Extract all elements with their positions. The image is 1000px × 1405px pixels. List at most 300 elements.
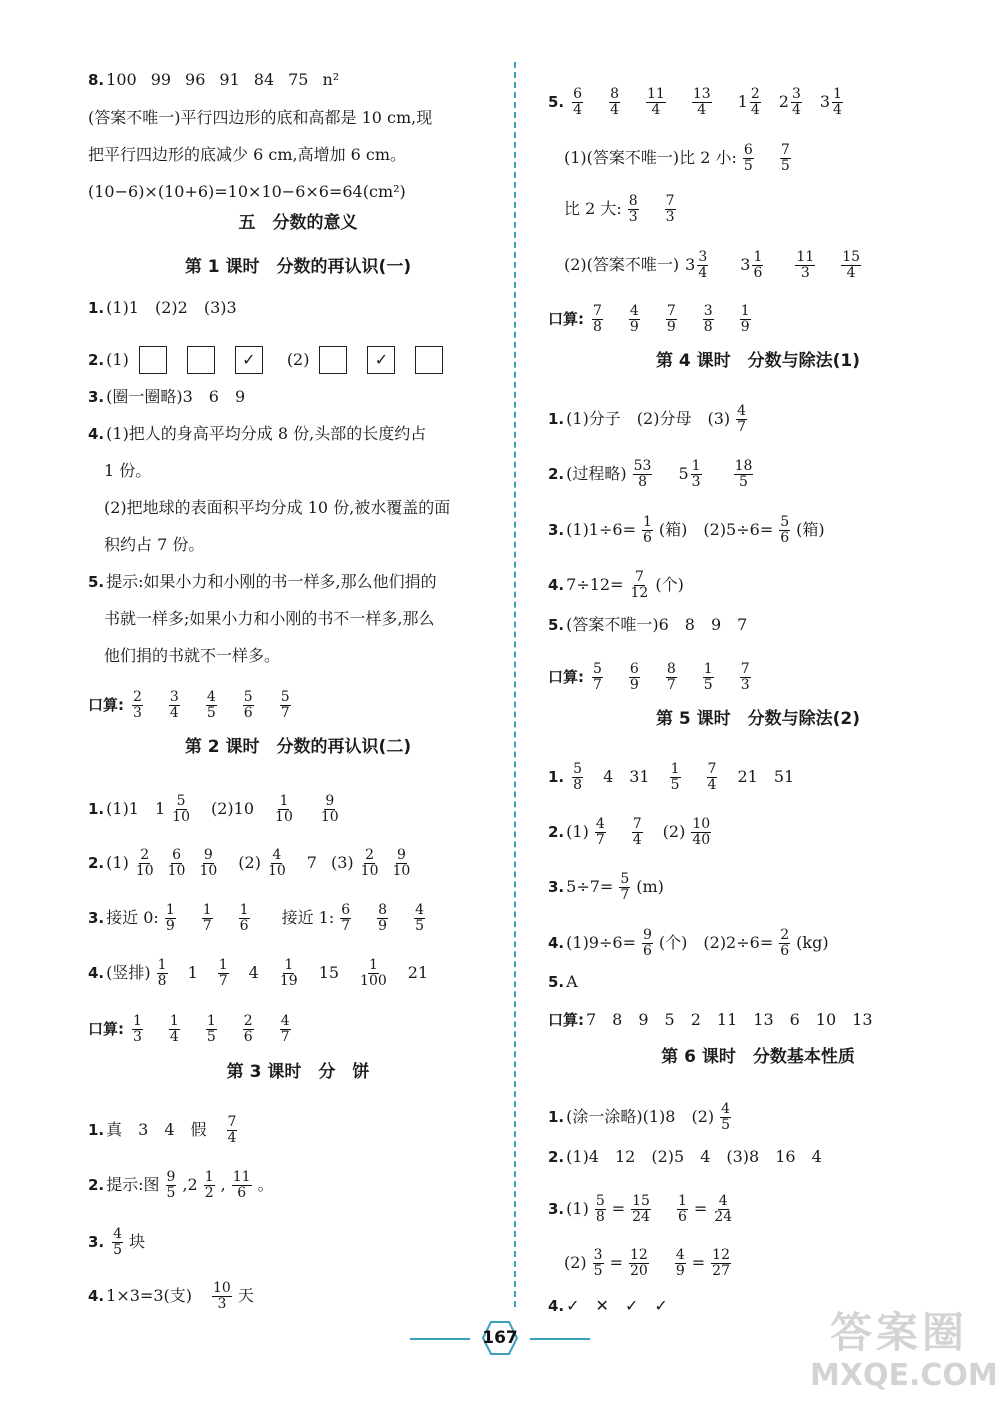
numerator: 7 <box>634 569 644 585</box>
numerator: 4 <box>272 847 282 863</box>
fraction <box>592 304 603 334</box>
numerator: 1 <box>218 957 228 973</box>
numerator: 7 <box>227 1114 237 1130</box>
question-number: 4. <box>548 575 565 594</box>
fraction <box>227 1115 238 1145</box>
denominator: 8 <box>593 318 602 335</box>
text: (1)1 1 <box>106 799 166 819</box>
fraction <box>734 459 754 489</box>
question-number: 3. <box>548 877 565 896</box>
numerator: 5 <box>280 689 290 705</box>
text: 积约占 7 份。 <box>104 535 205 554</box>
denominator: 4 <box>697 101 707 118</box>
question-number: 2. <box>548 822 565 841</box>
watermark <box>810 1300 998 1400</box>
fraction <box>206 690 217 720</box>
answer-line <box>88 1170 274 1200</box>
denominator: 6 <box>239 917 249 934</box>
denominator: 10 <box>275 808 293 825</box>
denominator: 10 <box>172 808 190 825</box>
answer-line <box>88 1227 145 1257</box>
numerator: 10 <box>212 1280 231 1296</box>
denominator: 7 <box>666 676 676 693</box>
text: 5÷7= <box>566 877 614 897</box>
question-number: 3. <box>88 1232 105 1251</box>
question-number: 1. <box>88 1120 105 1139</box>
fraction <box>632 817 643 847</box>
numerator: 2 <box>365 847 375 863</box>
fraction <box>791 87 802 117</box>
fraction <box>132 690 143 720</box>
numerator: 8 <box>628 193 638 209</box>
numerator: 1 <box>133 1013 142 1029</box>
fraction <box>629 662 640 692</box>
numerator: 5 <box>243 689 253 705</box>
fraction <box>166 1170 177 1200</box>
lesson-title: 第 2 课时 分数的再认识(二) <box>184 737 412 757</box>
question-number: 4. <box>548 1296 565 1315</box>
text: A <box>566 972 578 991</box>
fraction <box>169 690 180 720</box>
q8-sequence <box>88 72 353 88</box>
fraction <box>711 1248 731 1278</box>
denominator: 9 <box>675 1262 685 1279</box>
fraction <box>165 903 176 933</box>
text: 21 51 <box>737 767 795 787</box>
page-number: 167 <box>482 1328 518 1348</box>
numerator: 3 <box>593 1247 603 1263</box>
text: 7 <box>306 853 317 873</box>
denominator: 10 <box>360 862 379 879</box>
question-number: 5. <box>548 615 565 634</box>
fraction <box>630 570 650 600</box>
answer-box <box>235 346 263 374</box>
denominator: 3 <box>628 208 638 225</box>
fraction <box>212 1281 232 1311</box>
answer-line <box>88 110 432 126</box>
fraction <box>832 87 843 117</box>
numerator: 15 <box>842 249 861 265</box>
lesson-title: 第 4 课时 分数与除法(1) <box>655 351 861 371</box>
fraction <box>391 848 411 878</box>
kousuan-line <box>548 662 771 692</box>
numerator: 15 <box>632 1193 650 1209</box>
denominator: 9 <box>740 318 750 335</box>
text: (1) <box>566 822 589 842</box>
fraction <box>595 1194 606 1224</box>
mixed-number <box>740 250 769 280</box>
denominator: 3 <box>217 1295 227 1312</box>
fraction <box>666 662 677 692</box>
numerator: 6 <box>172 847 182 863</box>
value: 96 <box>185 70 206 89</box>
text: (过程略) <box>566 464 627 484</box>
kousuan-label: 口算: <box>548 309 584 328</box>
mixed-number <box>779 87 808 117</box>
footer-line-left <box>410 1338 470 1340</box>
answer-line <box>88 848 417 878</box>
text: 真 3 4 假 <box>106 1120 207 1140</box>
fraction <box>167 848 187 878</box>
question-number: 3. <box>548 1199 565 1218</box>
denominator: 5 <box>206 704 216 721</box>
answer-line <box>88 300 237 316</box>
numerator: 9 <box>166 1169 176 1185</box>
answer-line <box>548 817 717 847</box>
question-number: 4. <box>88 963 105 982</box>
watermark-line1: 答案圈 <box>830 1308 969 1357</box>
page-number-badge <box>482 1320 518 1356</box>
numerator: 1 <box>169 1013 179 1029</box>
numerator: 1 <box>165 902 175 918</box>
numerator: 7 <box>666 303 676 319</box>
text: (1)9÷6= <box>566 933 636 953</box>
text: 书就一样多;如果小力和小刚的书不一样多,那么 <box>104 609 435 628</box>
numerator: 4 <box>206 689 216 705</box>
fraction <box>642 928 653 958</box>
denominator: 5 <box>743 157 753 174</box>
text: (2) <box>662 822 686 842</box>
text: 把平行四边形的底减少 6 cm,高增加 6 cm。 <box>88 145 407 164</box>
numerator: 7 <box>780 142 790 158</box>
kousuan-label: 口算: <box>548 667 584 686</box>
fraction <box>320 794 340 824</box>
numerator: 13 <box>692 86 711 102</box>
numerator: 1 <box>703 661 713 677</box>
numerator: 6 <box>573 86 583 102</box>
fraction <box>752 250 763 280</box>
text: (答案不唯一)6 8 9 7 <box>566 615 748 634</box>
fraction <box>274 794 294 824</box>
text: (1)(答案不唯一)比 2 小: <box>564 148 737 168</box>
numerator: 3 <box>169 689 179 705</box>
question-number: 2. <box>88 1175 105 1194</box>
denominator: 5 <box>166 1184 176 1201</box>
denominator: 7 <box>280 704 290 721</box>
answer-box <box>415 346 443 374</box>
numerator: 2 <box>750 86 760 102</box>
text: 1×3=3(支) <box>106 1286 192 1306</box>
denominator: 5 <box>703 676 713 693</box>
denominator: 5 <box>739 473 748 490</box>
text: ,2 <box>182 1175 198 1195</box>
numerator: 6 <box>743 142 753 158</box>
denominator: 7 <box>737 418 747 435</box>
answer-line <box>88 1115 243 1145</box>
numerator: 8 <box>666 661 676 677</box>
fraction <box>779 515 790 545</box>
whole: 1 <box>737 92 748 112</box>
mixed-number <box>685 250 714 280</box>
denominator: 6 <box>642 529 652 546</box>
denominator: 5 <box>113 1241 123 1258</box>
lesson-title: 第 1 课时 分数的再认识(一) <box>184 257 412 277</box>
numerator: 1 <box>691 458 701 474</box>
denominator: 24 <box>714 1208 733 1225</box>
numerator: 7 <box>665 193 675 209</box>
value: 100 <box>106 70 137 89</box>
answer-line <box>548 570 684 600</box>
fraction <box>243 690 254 720</box>
denominator: 9 <box>378 917 388 934</box>
denominator: 9 <box>629 318 639 335</box>
numerator: 11 <box>232 1169 251 1185</box>
answer-line <box>548 928 829 958</box>
fraction <box>593 1248 604 1278</box>
unit-title: 五 分数的意义 <box>238 213 358 233</box>
denominator: 5 <box>206 1028 216 1045</box>
numerator: 5 <box>176 793 186 809</box>
numerator: 10 <box>692 816 711 832</box>
answer-line <box>548 1194 739 1224</box>
answer-line <box>548 515 825 545</box>
denominator: 7 <box>280 1028 290 1045</box>
question-number: 4. <box>88 424 105 443</box>
text: (答案不唯一)平行四边形的底和高都是 10 cm,现 <box>88 108 433 127</box>
fraction <box>171 794 191 824</box>
numerator: 9 <box>325 793 335 809</box>
fraction <box>267 848 287 878</box>
text: (箱) (2)5÷6= <box>658 520 774 540</box>
text: 比 2 大: <box>564 199 622 219</box>
question-number: 2. <box>88 853 105 872</box>
fraction <box>280 690 291 720</box>
fraction <box>677 1194 688 1224</box>
question-number: 2. <box>548 1147 565 1166</box>
question-number: 5. <box>88 572 105 591</box>
text: (10−6)×(10+6)=10×10−6×6=64(cm²) <box>88 182 406 201</box>
text: 4 <box>248 963 259 983</box>
question-number: 1. <box>88 298 105 317</box>
answer-line <box>88 389 245 405</box>
text: (1)把人的身高平均分成 8 份,头部的长度约占 <box>106 424 427 443</box>
numerator: 3 <box>703 303 713 319</box>
numerator: 5 <box>620 871 630 887</box>
fraction <box>112 1227 123 1257</box>
numerator: 5 <box>573 761 583 777</box>
numerator: 7 <box>632 816 642 832</box>
fraction <box>720 1102 731 1132</box>
denominator: 4 <box>610 101 619 118</box>
question-number: 5. <box>548 972 565 991</box>
text: (3) <box>330 853 354 873</box>
denominator: 6 <box>237 1184 247 1201</box>
numerator: 1 <box>239 902 249 918</box>
denominator: 10 <box>135 862 154 879</box>
fraction <box>740 304 751 334</box>
question-number: 1. <box>548 409 565 428</box>
text: (箱) <box>796 520 825 540</box>
denominator: 5 <box>670 776 680 793</box>
text: 15 <box>318 963 340 983</box>
numerator: 1 <box>833 86 842 102</box>
answer-box <box>367 346 395 374</box>
fraction <box>743 143 754 173</box>
denominator: 10 <box>320 808 339 825</box>
whole: 2 <box>778 92 789 112</box>
numerator: 7 <box>740 661 750 677</box>
fraction <box>239 903 250 933</box>
text: (kg) <box>796 933 829 953</box>
fraction <box>157 958 168 988</box>
fraction <box>780 143 791 173</box>
answer-line <box>548 872 664 902</box>
numerator: 9 <box>396 847 406 863</box>
numerator: 53 <box>633 458 652 474</box>
denominator: 4 <box>169 1028 179 1045</box>
denominator: 6 <box>642 942 652 959</box>
text: 提示:图 <box>106 1175 160 1195</box>
text: (1)1 (2)2 (3)3 <box>106 298 237 317</box>
text: (1)分子 (2)分母 (3) <box>566 409 731 429</box>
denominator: 10 <box>267 862 286 879</box>
fraction <box>592 662 603 692</box>
fraction <box>670 762 681 792</box>
fraction <box>132 1014 143 1044</box>
denominator: 4 <box>698 264 708 281</box>
q2-boxes <box>88 346 453 374</box>
text: 1 份。 <box>104 461 152 480</box>
denominator: 3 <box>133 704 142 721</box>
answer-line <box>548 1149 822 1165</box>
answer-box <box>187 346 215 374</box>
numerator: 2 <box>780 927 790 943</box>
answer-line <box>88 958 428 988</box>
whole: 5 <box>678 464 689 484</box>
question-number: 5. <box>548 92 565 111</box>
numerator: 1 <box>753 249 763 265</box>
denominator: 9 <box>666 318 676 335</box>
denominator: 19 <box>279 972 298 989</box>
fraction <box>646 87 666 117</box>
text: 1 <box>187 963 198 983</box>
fraction <box>736 404 747 434</box>
kousuan-label: 口算: <box>88 695 124 714</box>
denominator: 6 <box>780 942 790 959</box>
whole: 3 <box>819 92 831 112</box>
numerator: 1 <box>206 1013 216 1029</box>
numerator: 1 <box>202 902 212 918</box>
numerator: 4 <box>721 1101 731 1117</box>
answer-line <box>104 463 151 479</box>
answer-line <box>88 794 346 824</box>
answer-line <box>548 459 759 489</box>
fraction <box>675 1248 686 1278</box>
question-number: 3. <box>88 908 105 927</box>
fraction <box>135 848 155 878</box>
numerator: 1 <box>642 514 652 530</box>
text: 7÷12= <box>566 575 624 595</box>
answer-line <box>104 611 434 627</box>
value: 75 <box>288 70 309 89</box>
fraction <box>703 662 714 692</box>
whole: 3 <box>740 255 751 275</box>
denominator: 7 <box>593 676 602 693</box>
text: (个) (2)2÷6= <box>658 933 774 953</box>
fraction <box>280 1014 291 1044</box>
numerator: 1 <box>670 761 680 777</box>
denominator: 8 <box>595 1208 605 1225</box>
text: = <box>691 1253 706 1273</box>
denominator: 6 <box>780 529 790 546</box>
denominator: 3 <box>665 208 675 225</box>
text: (个) <box>655 575 684 595</box>
denominator: 2 <box>204 1184 214 1201</box>
denominator: 5 <box>721 1116 731 1133</box>
denominator: 4 <box>632 831 642 848</box>
text: (2)把地球的表面积平均分成 10 份,被水覆盖的面 <box>104 498 451 517</box>
answer-box <box>139 346 167 374</box>
text: 4 31 <box>603 767 650 787</box>
denominator: 5 <box>780 157 790 174</box>
lesson-title: 第 3 课时 分 饼 <box>226 1062 370 1082</box>
answer-line <box>548 404 753 434</box>
fraction <box>665 194 676 224</box>
question-number: 2. <box>548 464 565 483</box>
fraction <box>572 762 583 792</box>
denominator: 3 <box>800 264 810 281</box>
fraction <box>360 848 380 878</box>
denominator: 4 <box>227 1129 237 1146</box>
numerator: 12 <box>630 1247 648 1263</box>
fraction <box>414 903 425 933</box>
text: (2)10 <box>211 799 255 819</box>
denominator: 6 <box>243 1028 253 1045</box>
numerator: 2 <box>243 1013 253 1029</box>
numerator: 1 <box>368 957 378 973</box>
fraction <box>666 304 677 334</box>
text: 接近 0: <box>106 908 159 928</box>
numerator: 1 <box>279 793 289 809</box>
fraction <box>377 903 388 933</box>
answer-line <box>104 537 204 553</box>
text: = <box>611 1199 626 1219</box>
fraction <box>619 872 630 902</box>
numerator: 7 <box>593 303 602 319</box>
column-divider <box>514 62 516 1307</box>
question-number: 3. <box>88 387 105 406</box>
answer-line <box>548 1102 737 1132</box>
kousuan-line <box>548 304 771 334</box>
mixed-number <box>678 459 707 489</box>
fraction <box>198 848 218 878</box>
text: (竖排) <box>106 963 151 983</box>
fraction <box>691 817 711 847</box>
page-footer <box>430 1320 570 1356</box>
text: 他们捐的书就不一样多。 <box>104 646 281 665</box>
denominator: 8 <box>157 972 167 989</box>
text: 7 8 9 5 2 11 13 6 10 13 <box>586 1010 873 1029</box>
fraction <box>779 928 790 958</box>
numerator: 3 <box>698 249 708 265</box>
denominator: 4 <box>651 101 661 118</box>
text: (1) <box>566 1199 589 1219</box>
text: 。 <box>257 1175 274 1195</box>
text: = <box>693 1199 708 1219</box>
text: ✓ ✕ ✓ ✓ <box>566 1296 668 1315</box>
question-number: 1. <box>548 767 565 786</box>
text: (1) <box>106 853 129 873</box>
answer-line <box>548 762 794 792</box>
fraction <box>629 304 640 334</box>
question-number: 2. <box>88 350 105 369</box>
denominator: 7 <box>620 886 630 903</box>
denominator: 8 <box>703 318 713 335</box>
denominator: 40 <box>692 831 711 848</box>
numerator: 9 <box>203 847 213 863</box>
fraction <box>218 958 229 988</box>
text: (1) <box>106 350 129 369</box>
